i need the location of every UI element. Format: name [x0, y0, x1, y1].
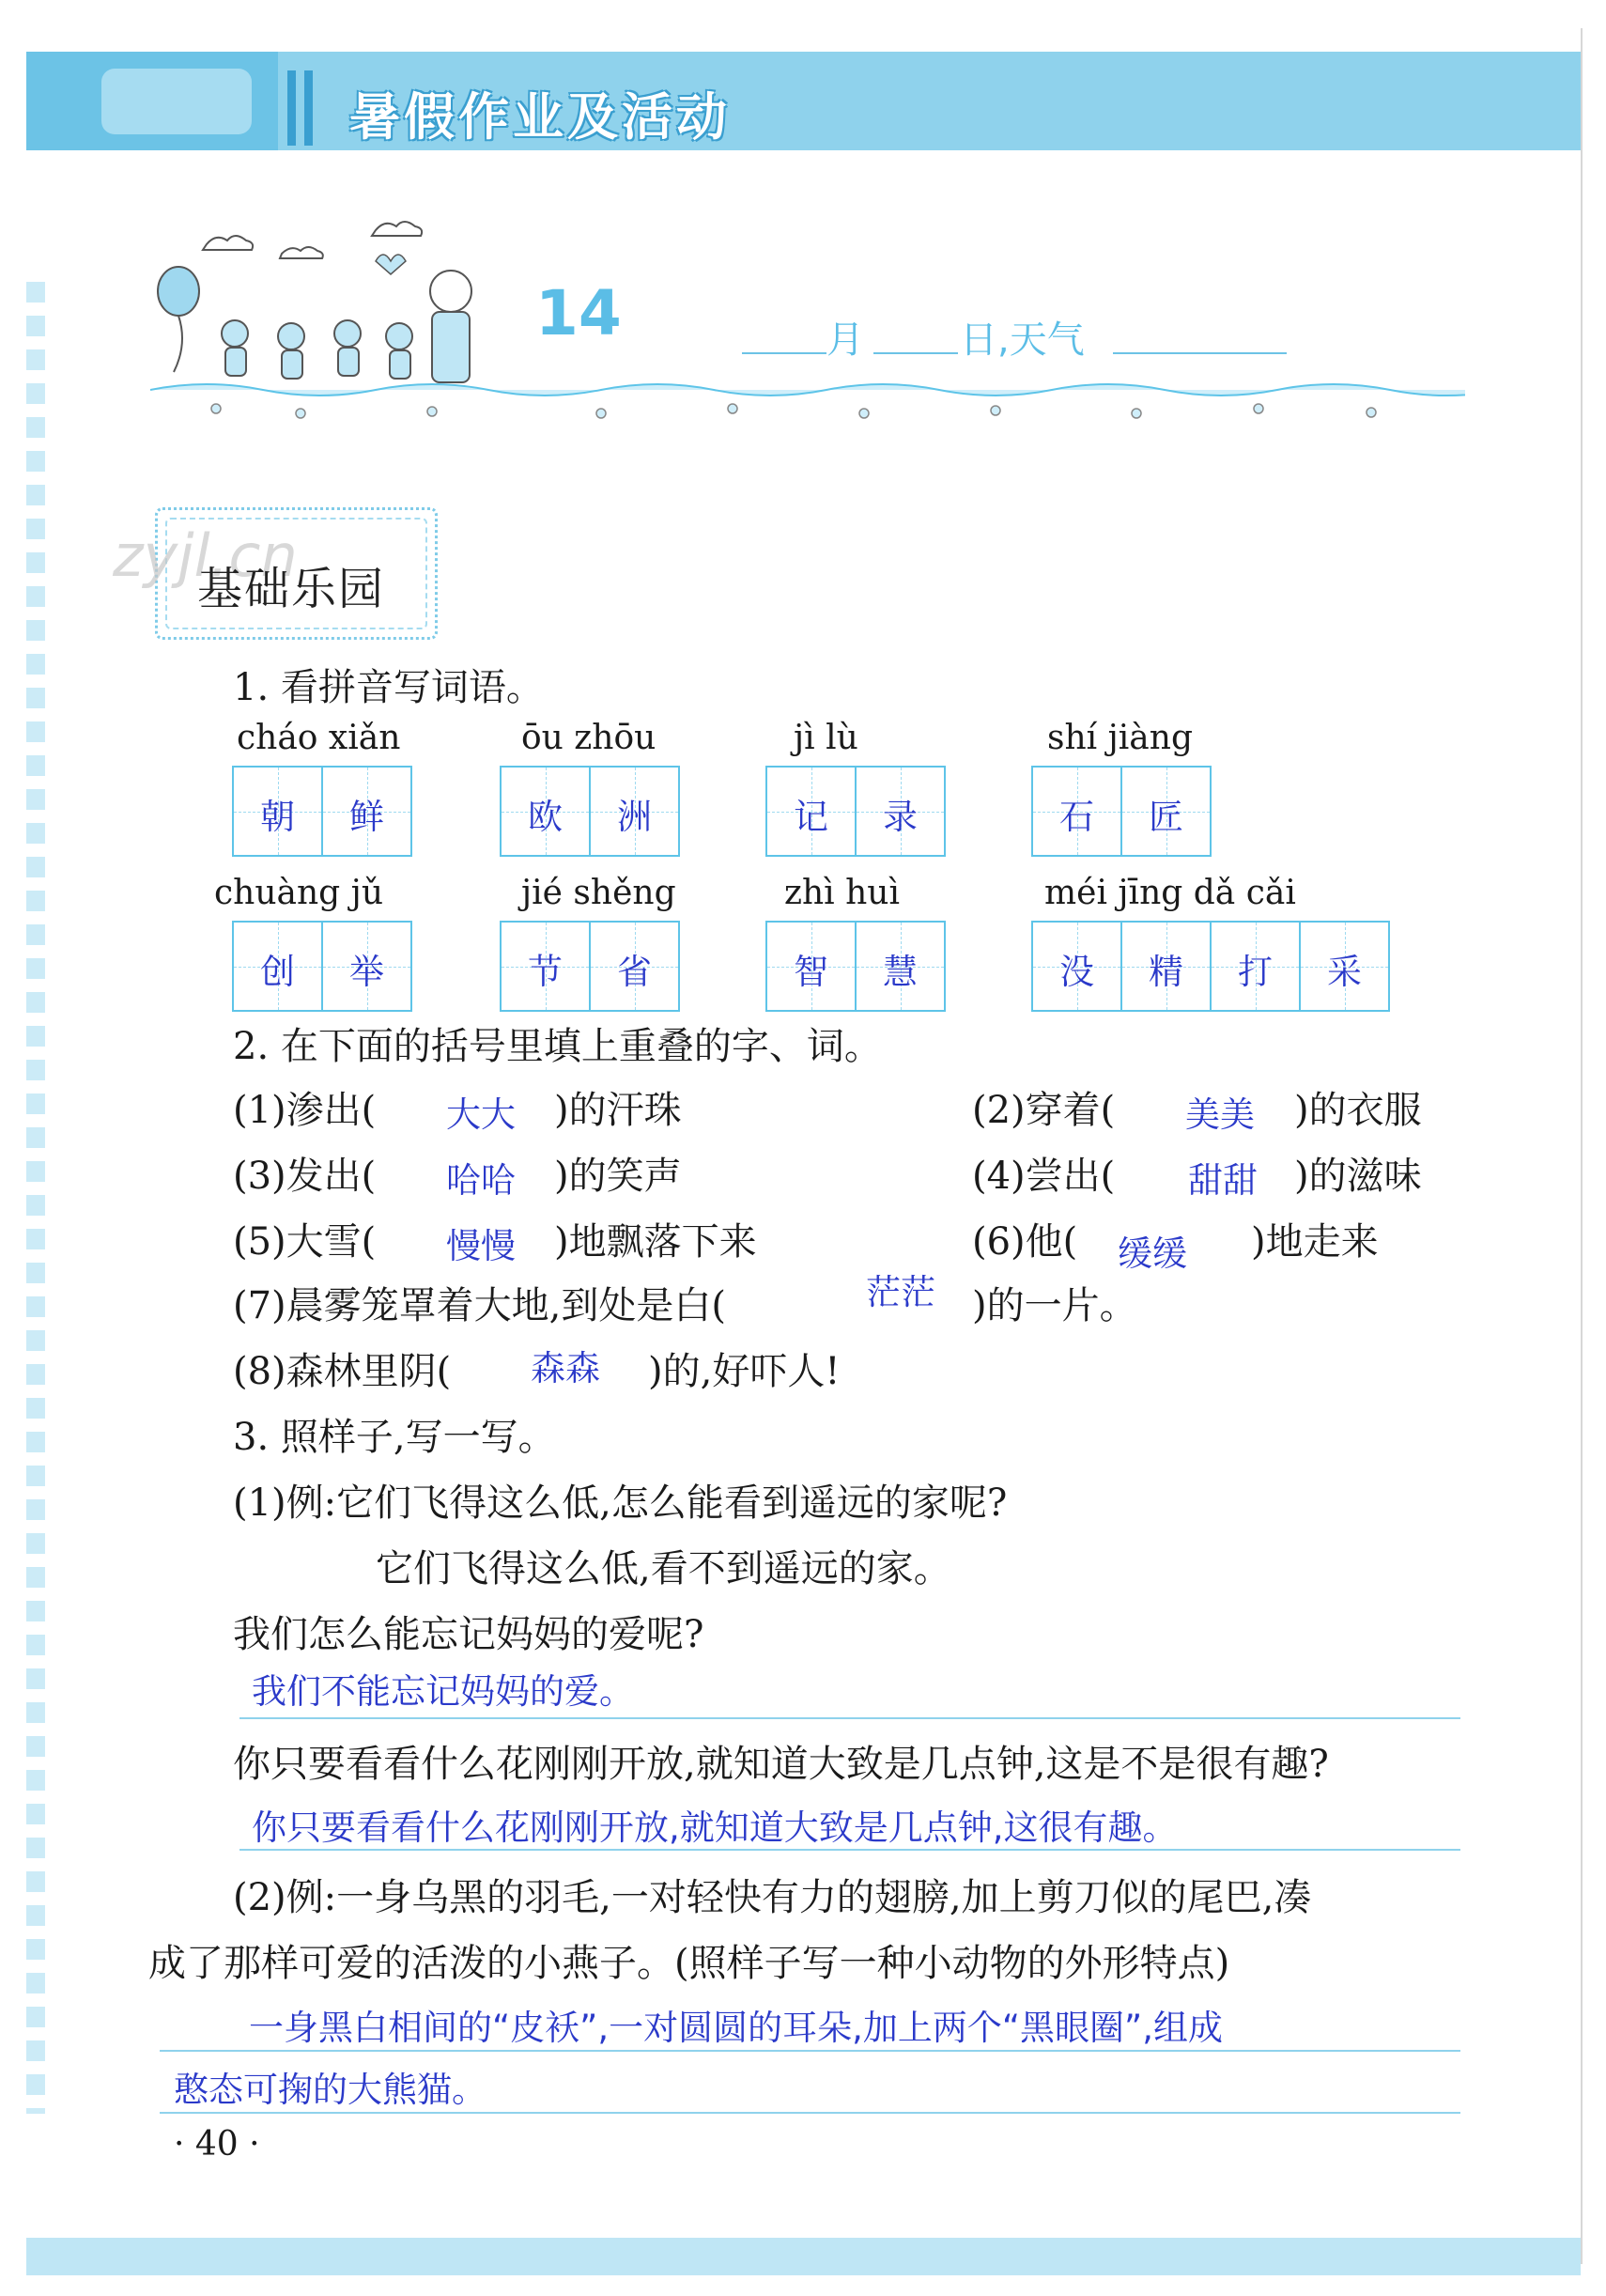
fill-prefix: (5)大雪(	[233, 1220, 377, 1264]
exercise-answer[interactable]: 我们不能忘记妈妈的爱。	[252, 1671, 634, 1712]
fill-answer[interactable]: 茫茫	[866, 1272, 935, 1312]
fill-suffix: )的衣服	[1294, 1089, 1422, 1132]
fill-answer[interactable]: 慢慢	[446, 1226, 516, 1266]
header-title: 暑假作业及活动	[349, 87, 731, 147]
answer-box[interactable]	[1120, 921, 1212, 1012]
fill-prefix: (8)森林里阴(	[233, 1350, 452, 1393]
fill-prefix: (2)穿着(	[972, 1089, 1116, 1132]
answer-char: 省	[617, 952, 652, 992]
example-answer: 它们飞得这么低,看不到遥远的家。	[376, 1547, 951, 1590]
answer-box[interactable]	[321, 921, 412, 1012]
page-number: · 40 ·	[174, 2125, 260, 2164]
answer-char: 举	[349, 952, 384, 992]
answer-char: 记	[794, 797, 828, 837]
answer-box[interactable]	[232, 766, 323, 857]
answer-box[interactable]	[1120, 766, 1212, 857]
pinyin-label: ōu zhōu	[521, 719, 656, 757]
fill-answer[interactable]: 哈哈	[446, 1160, 516, 1201]
answer-box[interactable]	[1031, 921, 1122, 1012]
answer-char: 采	[1327, 952, 1362, 992]
fill-suffix: )的笑声	[554, 1155, 682, 1198]
answer-char: 石	[1059, 797, 1094, 837]
answer-char: 节	[528, 952, 563, 992]
day-blank[interactable]	[873, 352, 958, 354]
answer-box[interactable]	[855, 766, 946, 857]
answer-char: 洲	[617, 797, 652, 837]
month-label: 月	[826, 318, 864, 362]
answer-char: 欧	[528, 797, 563, 837]
exercise-answer[interactable]: 一身黑白相间的“皮袄”,一对圆圆的耳朵,加上两个“黑眼圈”,组成	[249, 2008, 1223, 2048]
section-title: 基础乐园	[197, 563, 386, 615]
answer-line	[239, 1717, 1460, 1719]
answer-char: 没	[1059, 952, 1094, 992]
fill-prefix: (3)发出(	[233, 1155, 377, 1198]
answer-line	[160, 2050, 1460, 2052]
pinyin-label: jì lù	[794, 719, 858, 757]
exercise-sentence: 我们怎么能忘记妈妈的爱呢?	[233, 1613, 704, 1656]
header-thumbnail-image	[26, 52, 278, 150]
day-weather-label: 日,天气	[960, 318, 1085, 362]
answer-line	[160, 2112, 1460, 2114]
answer-box[interactable]	[500, 766, 591, 857]
answer-box[interactable]	[321, 766, 412, 857]
exercise-answer[interactable]: 憨态可掬的大熊猫。	[174, 2070, 486, 2110]
q3-prompt: 3. 照样子,写一写。	[233, 1416, 556, 1459]
fill-suffix: )的汗珠	[554, 1089, 682, 1132]
left-decorative-strip	[26, 282, 45, 2114]
watermark: zyjl.cn	[113, 521, 298, 590]
pinyin-label: jié shěng	[521, 874, 676, 912]
exercise-sentence: 你只要看看什么花刚刚开放,就知道大致是几点钟,这是不是很有趣?	[233, 1743, 1329, 1786]
answer-box[interactable]	[855, 921, 946, 1012]
children-illustration	[150, 216, 1465, 423]
fill-suffix: )地飘落下来	[554, 1220, 757, 1264]
fill-prefix: (7)晨雾笼罩着大地,到处是白(	[233, 1284, 726, 1327]
answer-box[interactable]	[232, 921, 323, 1012]
answer-char: 朝	[260, 797, 295, 837]
fill-prefix: (1)渗出(	[233, 1089, 377, 1132]
fill-suffix: )的滋味	[1294, 1155, 1422, 1198]
fill-answer[interactable]: 缓缓	[1118, 1233, 1187, 1274]
answer-char: 智	[794, 952, 828, 992]
fill-suffix: )地走来	[1251, 1220, 1379, 1264]
fill-answer[interactable]: 森森	[531, 1348, 600, 1388]
answer-box[interactable]	[1031, 766, 1122, 857]
answer-box[interactable]	[765, 766, 857, 857]
answer-char: 打	[1238, 952, 1273, 992]
fill-suffix: )的,好吓人!	[648, 1350, 841, 1393]
answer-char: 慧	[883, 952, 918, 992]
header-divider	[287, 70, 296, 146]
fill-answer[interactable]: 美美	[1185, 1094, 1255, 1135]
answer-char: 鲜	[349, 797, 384, 837]
fill-answer[interactable]: 甜甜	[1188, 1160, 1258, 1201]
fill-prefix: (6)他(	[972, 1220, 1078, 1264]
exercise-answer[interactable]: 你只要看看什么花刚刚开放,就知道大致是几点钟,这很有趣。	[252, 1807, 1178, 1848]
pinyin-label: méi jīng dǎ cǎi	[1044, 874, 1296, 912]
answer-box[interactable]	[500, 921, 591, 1012]
day-number: 14	[535, 277, 622, 349]
header-divider	[304, 70, 313, 146]
q2-prompt: 2. 在下面的括号里填上重叠的字、词。	[233, 1025, 882, 1068]
answer-char: 创	[260, 952, 295, 992]
fill-prefix: (4)尝出(	[972, 1155, 1116, 1198]
answer-char: 匠	[1149, 797, 1183, 837]
answer-box[interactable]	[765, 921, 857, 1012]
pinyin-label: zhì huì	[784, 874, 900, 912]
fill-answer[interactable]: 大大	[446, 1094, 516, 1135]
page-edge-line	[1581, 28, 1583, 2264]
answer-box[interactable]	[589, 766, 680, 857]
example-sentence: 成了那样可爱的活泼的小燕子。(照样子写一种小动物的外形特点)	[148, 1942, 1230, 1985]
pinyin-label: chuàng jǔ	[214, 874, 384, 912]
weather-blank[interactable]	[1113, 352, 1287, 354]
pinyin-label: shí jiàng	[1047, 719, 1193, 757]
answer-box[interactable]	[589, 921, 680, 1012]
answer-box[interactable]	[1299, 921, 1390, 1012]
example-sentence: (1)例:它们飞得这么低,怎么能看到遥远的家呢?	[233, 1482, 1008, 1525]
answer-char: 精	[1149, 952, 1183, 992]
example-sentence: (2)例:一身乌黑的羽毛,一对轻快有力的翅膀,加上剪刀似的尾巴,凑	[233, 1876, 1312, 1919]
answer-line	[239, 1849, 1460, 1851]
fill-suffix: )的一片。	[972, 1284, 1137, 1327]
answer-box[interactable]	[1210, 921, 1301, 1012]
month-blank[interactable]	[742, 352, 826, 354]
pinyin-label: cháo xiǎn	[237, 719, 401, 757]
q1-prompt: 1. 看拼音写词语。	[233, 666, 544, 709]
footer-bar	[26, 2238, 1581, 2275]
answer-char: 录	[883, 797, 918, 837]
